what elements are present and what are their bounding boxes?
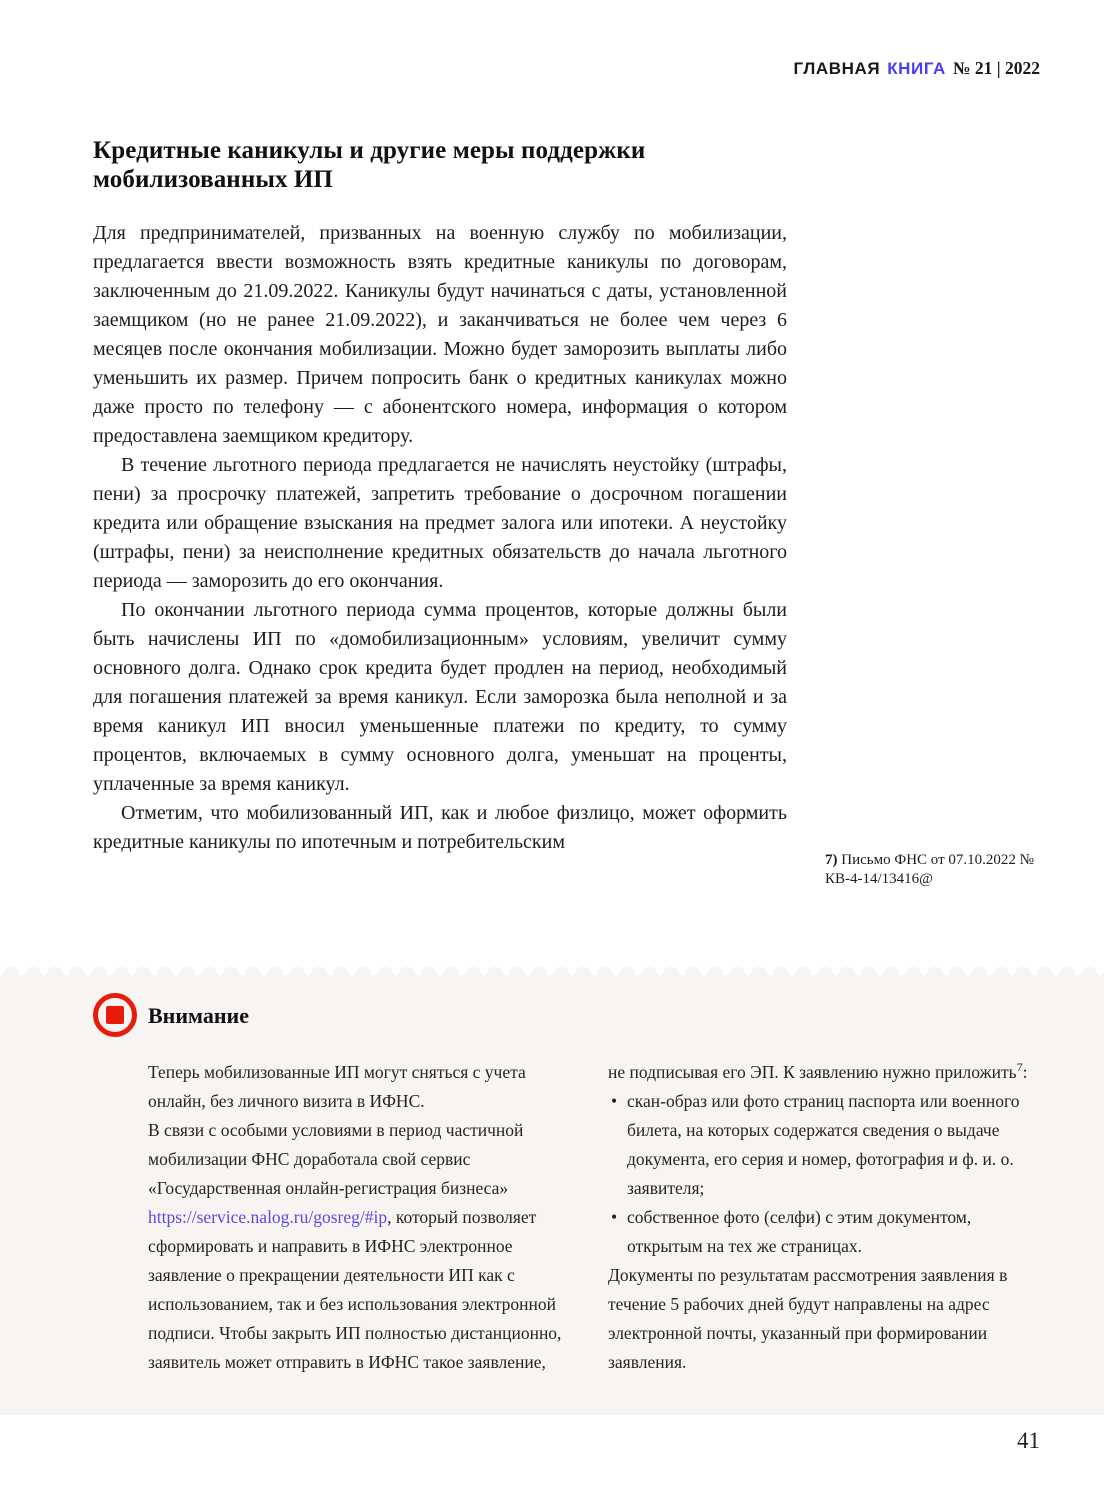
bullet-item: • скан-образ или фото страниц паспорта или военного билета, на которых содержатся сведения о выдаче документа, его серия и номер, фотография и ф. и. о. заявителя; bbox=[608, 1087, 1045, 1203]
callout-right-text: не подписывая его ЭП. К заявлению нужно приложить bbox=[608, 1062, 1017, 1082]
footnote bbox=[825, 851, 1050, 889]
brand-name-accent: КНИГА bbox=[887, 59, 946, 78]
callout-left-text: В связи с особыми условиями в период частичной мобилизации ФНС доработала свой сервис «Государственная онлайн-регистрация бизнеса» bbox=[148, 1120, 524, 1198]
callout-right-paragraph bbox=[608, 1058, 1045, 1087]
footnote-text: Письмо ФНС от 07.10.2022 № КВ-4-14/13416@ bbox=[825, 852, 1034, 887]
bullet-item: • собственное фото (селфи) с этим документом, открытым на тех же страницах. bbox=[608, 1203, 1045, 1261]
article-paragraph: Отметим, что мобилизованный ИП, как и любое физлицо, может оформить кредитные каникулы по ипотечным и потребительским bbox=[93, 802, 787, 853]
issue-label: № 21 | 2022 bbox=[952, 58, 1040, 78]
callout-title: Внимание bbox=[148, 1003, 249, 1028]
callout-left-column bbox=[148, 1058, 585, 1377]
service-link[interactable]: https://service.nalog.ru/gosreg/#ip bbox=[148, 1207, 388, 1227]
page-number: 41 bbox=[1017, 1428, 1040, 1453]
article-paragraph: Для предпринимателей, призванных на военную службу по мобилизации, предлагается ввести возможность взять кредитные каникулы по договорам, заключенным до 21.09.2022. Каникулы будут начинаться с даты, установленной заемщиком (но не ранее 21.09.2022), и заканчиваться не более чем через 6 месяцев после окончания мобилизации. Можно будет заморозить выплаты либо уменьшить их размер. Причем попросить банк о кредитных каникулах можно даже просто по телефону — с абонентского номера, информация о котором предоставлена заемщиком кредитору. bbox=[93, 222, 787, 447]
callout-left-paragraph: Теперь мобилизованные ИП могут сняться с учета онлайн, без личного визита в ИФНС. bbox=[148, 1062, 526, 1111]
article-body bbox=[93, 219, 787, 857]
bullet-list bbox=[608, 1087, 1045, 1261]
article-title: Кредитные каникулы и другие меры поддержки мобилизованных ИП bbox=[93, 137, 646, 193]
article-paragraph: По окончании льготного периода сумма процентов, которые должны были быть начислены ИП по «домобилизационным» условиям, увеличит сумму основного долга. Однако срок кредита будет продлен на период, необходимый для погашения платежей за время каникул. Если заморозка была неполной и за время каникул ИП вносил уменьшенные платежи по кредиту, то сумму процентов, включаемых в сумму основного долга, уменьшат на проценты, уплаченные за время каникул. bbox=[93, 599, 787, 795]
attention-icon bbox=[93, 993, 137, 1037]
brand-name-black: ГЛАВНАЯ bbox=[793, 59, 881, 78]
callout-torn-edge bbox=[0, 962, 1104, 975]
magazine-header bbox=[794, 58, 1040, 79]
callout-columns bbox=[148, 1058, 1045, 1377]
callout-left-text: , который позволяет сформировать и направить в ИФНС электронное заявление о прекращении деятельности ИП как с использованием, так и без использования электронной подписи. Чтобы закрыть ИП полностью дистанционно, заявитель может отправить в ИФНС такое заявление, bbox=[148, 1207, 562, 1372]
attention-icon-square bbox=[106, 1006, 124, 1024]
callout-right-column bbox=[608, 1058, 1045, 1377]
footnote-ref-7: 7 bbox=[1016, 1060, 1023, 1075]
callout-right-text: : bbox=[1022, 1062, 1028, 1082]
footnote-marker: 7) bbox=[825, 852, 838, 868]
callout-left-paragraph bbox=[148, 1116, 585, 1377]
callout-right-paragraph: Документы по результатам рассмотрения заявления в течение 5 рабочих дней будут направлены на адрес электронной почты, указанный при формировании заявления. bbox=[608, 1265, 1008, 1372]
article-paragraph: В течение льготного периода предлагается не начислять неустойку (штрафы, пени) за просрочку платежей, запретить требование о досрочном погашении кредита или обращение взыскания на предмет залога или ипотеки. А неустойку (штрафы, пени) за неисполнение кредитных обязательств до начала льготного периода — заморозить до его окончания. bbox=[93, 454, 787, 592]
